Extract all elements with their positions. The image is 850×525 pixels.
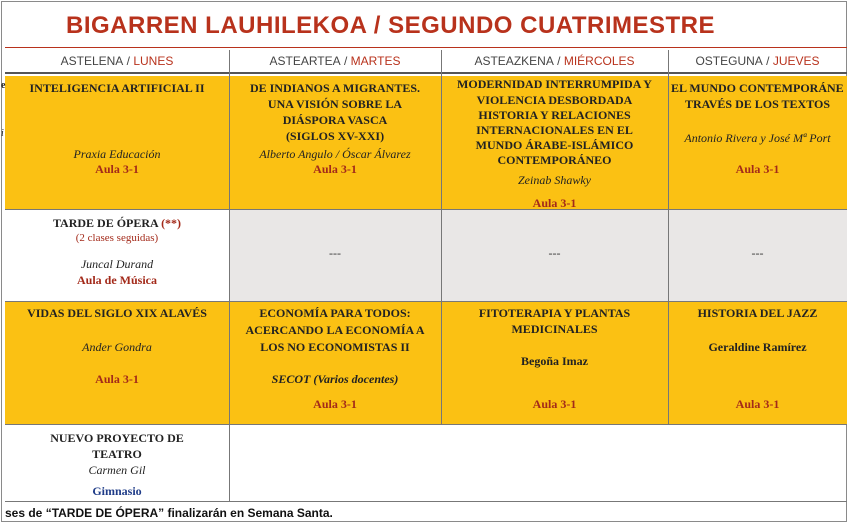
course-title-line5: MUNDO ÁRABE-ISLÁMICO: [475, 138, 634, 152]
header-miercoles-eu: ASTEAZKENA: [474, 54, 554, 68]
course-room: Aula 3-1: [735, 162, 780, 176]
course-room: Aula 3-1: [313, 397, 357, 411]
course-room: Aula 3-1: [95, 162, 139, 176]
course-teacher: Zeinab Shawky: [518, 173, 591, 187]
course-room: Gimnasio: [92, 484, 142, 498]
header-martes-eu: ASTEARTEA: [269, 54, 341, 68]
course-room: Aula 3-1: [95, 372, 139, 386]
course-title: VIDAS DEL SIGLO XIX ALAVÉS: [27, 306, 207, 320]
course-teacher: Geraldine Ramírez: [708, 340, 807, 354]
cell-jueves-row2: [668, 209, 847, 301]
page-title: BIGARREN LAUHILEKOA / SEGUNDO CUATRIMESTRE: [66, 12, 716, 39]
cell-lunes-row4: [5, 424, 229, 501]
grid-line: [5, 301, 847, 302]
cell-jueves-row1: [668, 76, 847, 209]
course-room: Aula 3-1: [532, 397, 577, 411]
cell-lunes-row1: [5, 76, 229, 209]
header-lunes-eu: ASTELENA: [60, 54, 124, 68]
course-title-line3: DIÁSPORA VASCA: [282, 113, 388, 127]
course-title-line1: MODERNIDAD INTERRUMPIDA Y: [457, 77, 652, 91]
footer-note: ses de “TARDE DE ÓPERA” finalizarán en Semana Santa.: [5, 506, 333, 520]
cell-miercoles-row3: [441, 301, 668, 424]
course-title: HISTORIA DEL JAZZ: [697, 306, 818, 320]
course-title-line1: ECONOMÍA PARA TODOS:: [259, 306, 411, 320]
course-teacher: Ander Gondra: [82, 340, 152, 354]
header-jueves-es: JUEVES: [772, 54, 820, 68]
cell-miercoles-row2: [441, 209, 668, 301]
course-title-line2: MEDICINALES: [511, 322, 598, 336]
course-teacher: Praxia Educación: [73, 147, 161, 161]
course-room: Aula de Música: [76, 273, 157, 287]
cell-martes-row2: [229, 209, 441, 301]
header-martes: ASTEARTEA / MARTES: [229, 50, 441, 74]
cell-miercoles-row1: [441, 76, 668, 209]
empty-slot: ---: [329, 246, 341, 260]
course-title-line2: VIOLENCIA DESBORDADA: [476, 93, 633, 107]
course-title-line1: EL MUNDO CONTEMPORÁNE: [671, 81, 844, 95]
course-teacher: Juncal Durand: [80, 257, 154, 271]
grid-line: [229, 50, 230, 424]
header-jueves: OSTEGUNA / JUEVES: [668, 50, 847, 74]
course-room: Aula 3-1: [313, 162, 357, 176]
course-title-line2: UNA VISIÓN SOBRE LA: [267, 97, 403, 111]
empty-slot: ---: [751, 246, 764, 260]
course-teacher: Carmen Gil: [88, 463, 146, 477]
cell-martes-row1: [229, 76, 441, 209]
course-title-line4: INTERNACIONALES EN EL: [476, 123, 633, 137]
course-title-line3: LOS NO ECONOMISTAS II: [260, 340, 410, 354]
course-title-line1: FITOTERAPIA Y PLANTAS: [478, 306, 631, 320]
course-teacher: Antonio Rivera y José Mª Port: [684, 131, 831, 145]
cell-lunes-row3: [5, 301, 229, 424]
header-jueves-eu: OSTEGUNA: [695, 54, 763, 68]
cell-lunes-row2: [5, 209, 229, 301]
empty-slot: ---: [548, 246, 561, 260]
grid-line: [5, 209, 847, 210]
header-lunes-es: LUNES: [133, 54, 174, 68]
course-title-line1: DE INDIANOS A MIGRANTES.: [249, 81, 421, 95]
header-miercoles: ASTEAZKENA / MIÉRCOLES: [441, 50, 668, 74]
title-rule: [5, 47, 847, 48]
course-title-line1: NUEVO PROYECTO DE: [50, 431, 184, 445]
grid-line: [229, 424, 230, 501]
course-teacher: Alberto Angulo / Óscar Álvarez: [259, 147, 411, 161]
grid-line: [441, 50, 442, 424]
course-teacher: Begoña Imaz: [521, 354, 588, 368]
header-miercoles-es: MIÉRCOLES: [563, 54, 635, 68]
header-martes-es: MARTES: [350, 54, 401, 68]
course-title-line2: TRAVÉS DE LOS TEXTOS: [684, 97, 831, 111]
course-title: INTELIGENCIA ARTIFICIAL II: [29, 81, 205, 95]
footnote-marker: (**): [161, 216, 182, 230]
course-title-text: TARDE DE ÓPERA: [52, 216, 159, 230]
header-lunes: ASTELENA / LUNES: [5, 50, 229, 74]
course-title: [5, 215, 229, 231]
edge-fragment: i: [1, 128, 4, 139]
course-title-line2: ACERCANDO LA ECONOMÍA A: [245, 323, 425, 337]
course-room: Aula 3-1: [532, 196, 577, 209]
course-note: (2 clases seguidas): [75, 232, 159, 244]
course-title-line4: (SIGLOS XV-XXI): [285, 129, 385, 143]
grid-line: [5, 424, 847, 425]
course-title-line2: TEATRO: [92, 447, 142, 461]
course-teacher: SECOT (Varios docentes): [271, 372, 399, 386]
course-title-line6: CONTEMPORÁNEO: [497, 153, 612, 167]
cell-jueves-row3: [668, 301, 847, 424]
grid-line: [5, 501, 847, 502]
grid-line: [668, 50, 669, 424]
cell-martes-row3: [229, 301, 441, 424]
edge-fragment: e: [1, 80, 6, 91]
course-room: Aula 3-1: [735, 397, 780, 411]
course-title-line3: HISTORIA Y RELACIONES: [478, 108, 631, 122]
